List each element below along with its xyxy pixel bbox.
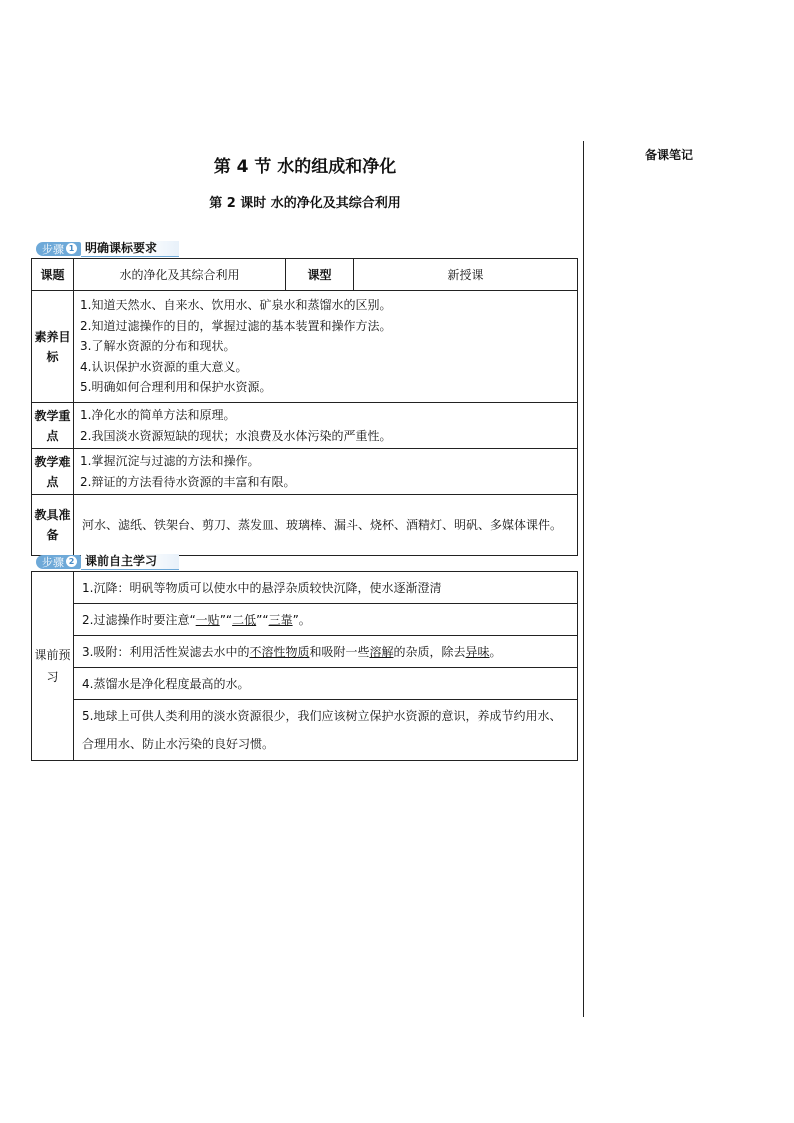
goal-item: 2.知道过滤操作的目的，掌握过滤的基本装置和操作方法。 <box>80 318 392 333</box>
topic-row <box>32 259 578 291</box>
topic-label: 课题 <box>32 259 74 291</box>
page-subtitle: 第 2 课时 水的净化及其综合利用 <box>209 196 401 211</box>
answer-blank: 不溶性物质 <box>249 645 310 659</box>
preview-item-2 <box>74 604 578 636</box>
preview-row <box>32 636 578 668</box>
text-segment: 3.吸附：利用活性炭滤去水中的 <box>82 645 250 659</box>
preview-row <box>32 604 578 636</box>
preview-item-1: 1.沉降：明矾等物质可以使水中的悬浮杂质较快沉降，使水逐渐澄清 <box>74 572 578 604</box>
keypoints-label: 教学重点 <box>32 403 74 449</box>
goal-item: 1.知道天然水、自来水、饮用水、矿泉水和蒸馏水的区别。 <box>80 298 392 313</box>
margin-divider <box>583 141 584 1017</box>
step-2-badge <box>36 555 81 569</box>
notes-heading: 备课笔记 <box>645 148 694 162</box>
goal-item: 5.明确如何合理利用和保护水资源。 <box>80 380 272 395</box>
difficulties-content <box>74 449 578 495</box>
preview-item-3 <box>74 636 578 668</box>
preview-item-4: 4.蒸馏水是净化程度最高的水。 <box>74 668 578 700</box>
text-segment: 2.过滤操作时要注意“ <box>82 613 196 627</box>
difficulties-label: 教学难点 <box>32 449 74 495</box>
goals-row <box>32 291 578 403</box>
goals-content <box>74 291 578 403</box>
tools-label: 教具准备 <box>32 495 74 556</box>
difficulty-item: 1.掌握沉淀与过滤的方法和操作。 <box>80 454 260 468</box>
curriculum-table <box>31 258 578 556</box>
preview-row <box>32 668 578 700</box>
text-segment: 和吸附一些 <box>309 645 370 659</box>
step-2-header <box>36 553 179 570</box>
text-segment: 的杂质，除去 <box>393 645 466 659</box>
goal-item: 3.了解水资源的分布和现状。 <box>80 339 236 354</box>
preview-table <box>31 571 578 761</box>
page-title: 第 4 节 水的组成和净化 <box>213 157 397 177</box>
goal-item: 4.认识保护水资源的重大意义。 <box>80 359 248 374</box>
answer-blank: 二低 <box>232 613 257 627</box>
type-value: 新授课 <box>354 259 578 291</box>
preview-row <box>32 572 578 604</box>
text-segment: ”“ <box>219 613 233 627</box>
preview-item-5: 5.地球上可供人类利用的淡水资源很少，我们应该树立保护水资源的意识，养成节约用水、合理用水、防止水污染的良好习惯。 <box>74 700 578 761</box>
answer-blank: 三靠 <box>268 613 293 627</box>
topic-value: 水的净化及其综合利用 <box>74 259 286 291</box>
step-2-label: 课前自主学习 <box>81 554 179 570</box>
text-segment: ”“ <box>256 613 269 627</box>
difficulty-item: 2.辩证的方法看待水资源的丰富和有限。 <box>80 474 296 489</box>
text-segment: ”。 <box>292 613 311 627</box>
answer-blank: 异味 <box>465 645 490 659</box>
text-segment: 。 <box>489 645 502 659</box>
tools-content: 河水、滤纸、铁架台、剪刀、蒸发皿、玻璃棒、漏斗、烧杯、酒精灯、明矾、多媒体课件。 <box>74 495 578 556</box>
step-1-badge-text: 步骤 <box>42 242 64 256</box>
goals-label: 素养目标 <box>32 291 74 403</box>
difficulties-row <box>32 449 578 495</box>
preview-label: 课前预习 <box>32 572 74 761</box>
step-2-badge-text: 步骤 <box>42 555 64 569</box>
keypoint-item: 1.净化水的简单方法和原理。 <box>80 408 236 422</box>
step-1-label: 明确课标要求 <box>81 241 179 257</box>
step-1-number: 1 <box>66 243 77 254</box>
answer-blank: 一贴 <box>195 613 220 627</box>
preview-row <box>32 700 578 761</box>
type-label: 课型 <box>286 259 354 291</box>
step-1-badge <box>36 242 81 256</box>
step-1-header <box>36 240 179 257</box>
tools-row <box>32 495 578 556</box>
keypoints-content <box>74 403 578 449</box>
keypoints-row <box>32 403 578 449</box>
answer-blank: 溶解 <box>369 645 394 659</box>
step-2-number: 2 <box>66 556 77 567</box>
keypoint-item: 2.我国淡水资源短缺的现状；水浪费及水体污染的严重性。 <box>80 428 392 443</box>
